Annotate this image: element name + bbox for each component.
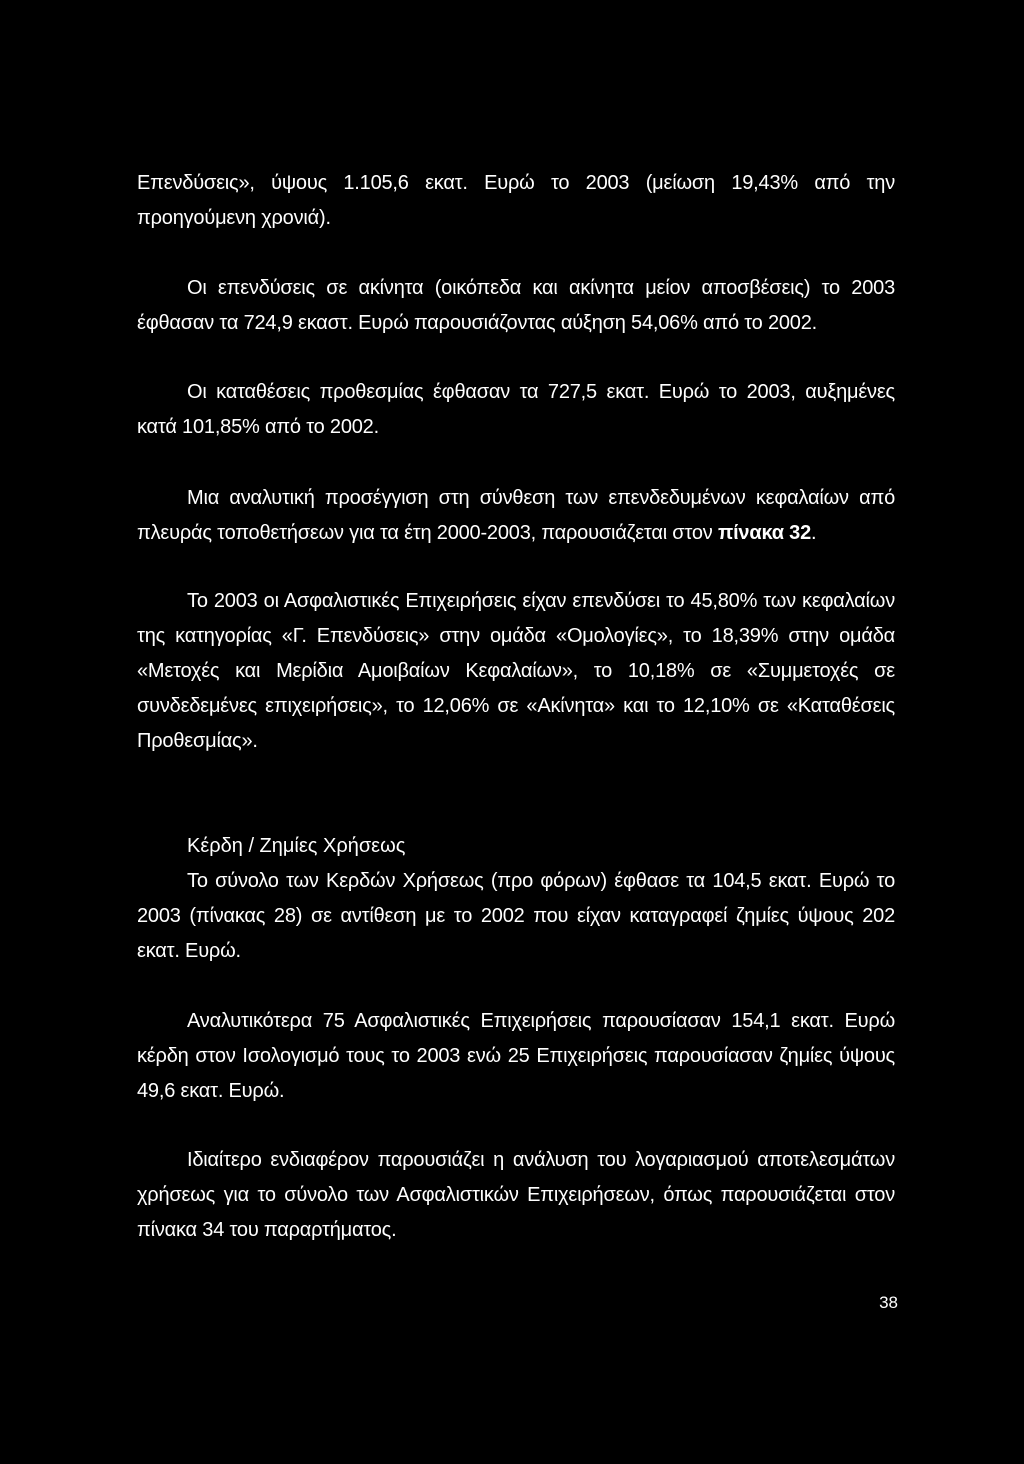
- paragraph-results-account-analysis: Ιδιαίτερο ενδιαφέρον παρουσιάζει η ανάλυση του λογαριασμού αποτελεσμάτων χρήσεως για το σύνολο των Ασφαλιστικών Επιχειρήσεων, όπως παρουσιάζεται στον πίνακα 34 του παραρτήματος.: [137, 1149, 895, 1241]
- paragraph-investment-distribution: Το 2003 οι Ασφαλιστικές Επιχειρήσεις είχαν επενδύσει το 45,80% των κεφαλαίων της κατηγορίας «Γ. Επενδύσεις» στην ομάδα «Ομολογίες», το 18,39% στην ομάδα «Μετοχές και Μερίδια Αμοιβαίων Κεφαλαίων», το 10,18% σε «Συμμετοχές σε συνδεδεμένες επιχειρήσεις», το 12,06% σε «Ακίνητα» και το 12,10% σε «Καταθέσεις Προθεσμίας».: [137, 590, 895, 752]
- paragraph-investments-continued: Επενδύσεις», ύψους 1.105,6 εκατ. Ευρώ το 2003 (μείωση 19,43% από την προηγούμενη χρονιά).: [137, 172, 895, 229]
- page-number: 38: [879, 1293, 898, 1312]
- analytical-approach-end: .: [811, 522, 817, 544]
- paragraph-real-estate-investments: Οι επενδύσεις σε ακίνητα (οικόπεδα και ακίνητα μείον αποσβέσεις) το 2003 έφθασαν τα 724,9 εκαστ. Ευρώ παρουσιάζοντας αύξηση 54,06% από το 2002.: [137, 277, 895, 334]
- paragraph-total-profits: Το σύνολο των Κερδών Χρήσεως (προ φόρων) έφθασε τα 104,5 εκατ. Ευρώ το 2003 (πίνακας 28) σε αντίθεση με το 2002 που είχαν καταγραφεί ζημίες ύψους 202 εκατ. Ευρώ.: [137, 870, 895, 962]
- paragraph-profit-breakdown: Αναλυτικότερα 75 Ασφαλιστικές Επιχειρήσεις παρουσίασαν 154,1 εκατ. Ευρώ κέρδη στον Ισολογισμό τους το 2003 ενώ 25 Επιχειρήσεις παρουσίασαν ζημίες ύψους 49,6 εκατ. Ευρώ.: [137, 1010, 895, 1102]
- paragraph-analytical-approach: [137, 481, 895, 551]
- paragraph-term-deposits: Οι καταθέσεις προθεσμίας έφθασαν τα 727,5 εκατ. Ευρώ το 2003, αυξημένες κατά 101,85% από το 2002.: [137, 381, 895, 438]
- analytical-approach-text: Μια αναλυτική προσέγγιση στη σύνθεση των επενδεδυμένων κεφαλαίων από πλευράς τοποθετήσεων για τα έτη 2000-2003, παρουσιάζεται στον: [137, 487, 895, 544]
- table-32-reference: πίνακα 32: [717, 522, 812, 544]
- section-heading-profit-loss: Κέρδη / Ζημίες Χρήσεως: [187, 835, 406, 857]
